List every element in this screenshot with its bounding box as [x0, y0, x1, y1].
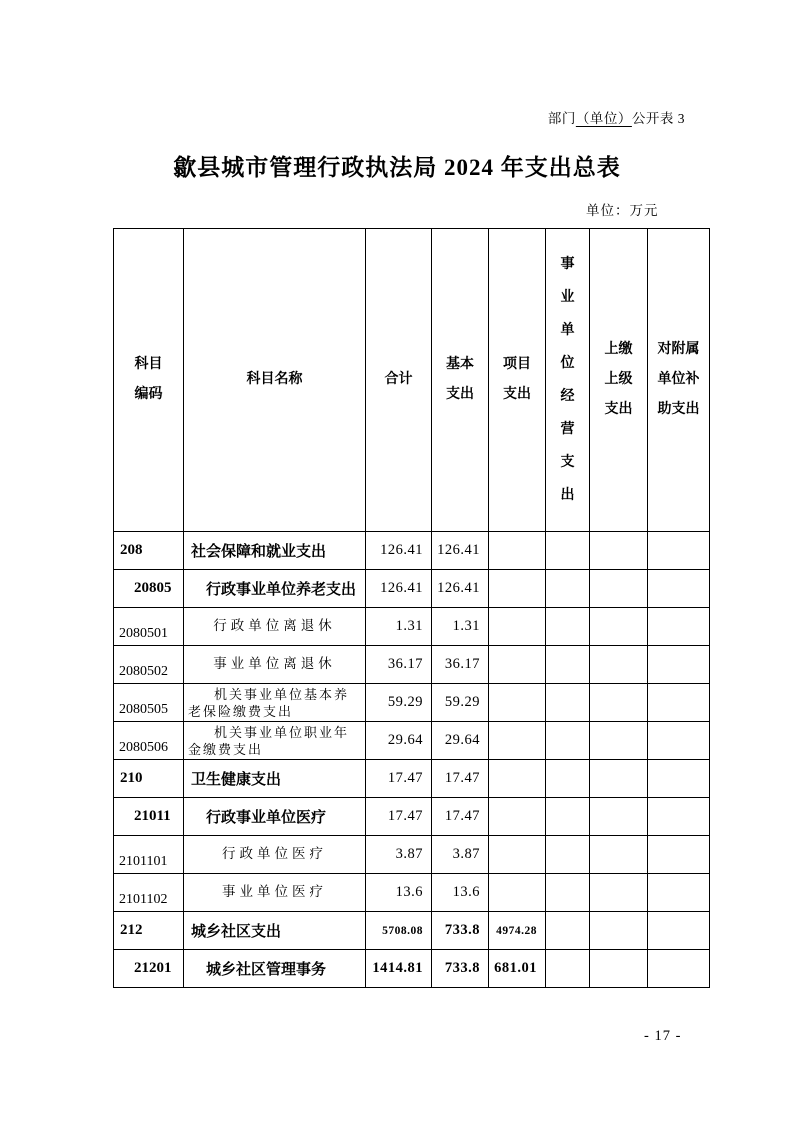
cell-subsidy — [648, 532, 710, 570]
cell-subsidy — [648, 684, 710, 722]
cell-upper — [590, 570, 648, 608]
cell-name: 行政事业单位养老支出 — [184, 570, 366, 608]
cell-code: 2080506 — [114, 722, 184, 760]
cell-subsidy — [648, 608, 710, 646]
header-note — [548, 107, 685, 127]
table-row — [114, 608, 710, 646]
cell-subsidy — [648, 798, 710, 836]
column-header-char: 业 — [560, 290, 575, 305]
table-row — [114, 836, 710, 874]
cell-project — [489, 722, 546, 760]
cell-subsidy — [648, 722, 710, 760]
cell-code: 2080501 — [114, 608, 184, 646]
cell-basic: 29.64 — [432, 722, 489, 760]
cell-operating — [546, 532, 590, 570]
cell-code: 2101102 — [114, 874, 184, 912]
column-header-project — [489, 229, 546, 532]
cell-upper — [590, 722, 648, 760]
cell-upper — [590, 874, 648, 912]
cell-upper — [590, 912, 648, 950]
cell-basic: 17.47 — [432, 798, 489, 836]
cell-operating — [546, 684, 590, 722]
cell-basic: 3.87 — [432, 836, 489, 874]
column-header-basic — [432, 229, 489, 532]
cell-subsidy — [648, 646, 710, 684]
cell-code: 2080502 — [114, 646, 184, 684]
cell-name: 社会保障和就业支出 — [184, 532, 366, 570]
cell-operating — [546, 836, 590, 874]
cell-project — [489, 874, 546, 912]
cell-code: 208 — [114, 532, 184, 570]
page-number: - 17 - — [644, 1028, 682, 1044]
cell-total: 1.31 — [366, 608, 432, 646]
cell-name: 机关事业单位职业年金缴费支出 — [184, 722, 366, 760]
cell-upper — [590, 608, 648, 646]
cell-subsidy — [648, 950, 710, 988]
cell-project — [489, 836, 546, 874]
cell-name: 城乡社区支出 — [184, 912, 366, 950]
cell-total: 29.64 — [366, 722, 432, 760]
column-header-line: 科目名称 — [246, 372, 303, 387]
cell-name: 城乡社区管理事务 — [184, 950, 366, 988]
cell-total: 59.29 — [366, 684, 432, 722]
cell-project — [489, 760, 546, 798]
cell-project: 681.01 — [489, 950, 546, 988]
column-header-line: 项目 — [503, 357, 531, 372]
cell-subsidy — [648, 874, 710, 912]
column-header-char: 出 — [560, 488, 575, 503]
cell-code: 20805 — [114, 570, 184, 608]
cell-operating — [546, 722, 590, 760]
unit-label: 单位：万元 — [586, 203, 659, 218]
table-row — [114, 912, 710, 950]
column-header-char: 支 — [560, 455, 575, 470]
cell-upper — [590, 684, 648, 722]
cell-code: 2101101 — [114, 836, 184, 874]
cell-basic: 59.29 — [432, 684, 489, 722]
cell-project — [489, 646, 546, 684]
cell-upper — [590, 798, 648, 836]
cell-code: 2080505 — [114, 684, 184, 722]
column-header-line: 支出 — [446, 387, 474, 402]
cell-upper — [590, 950, 648, 988]
cell-operating — [546, 608, 590, 646]
cell-code: 212 — [114, 912, 184, 950]
cell-operating — [546, 760, 590, 798]
cell-basic: 13.6 — [432, 874, 489, 912]
column-header-operating — [546, 229, 590, 532]
column-header-code — [114, 229, 184, 532]
cell-operating — [546, 646, 590, 684]
table-row — [114, 874, 710, 912]
cell-code: 21011 — [114, 798, 184, 836]
column-header-upper — [590, 229, 648, 532]
cell-basic: 36.17 — [432, 646, 489, 684]
cell-upper — [590, 836, 648, 874]
column-header-line: 上缴 — [604, 342, 633, 357]
cell-name: 事业单位离退休 — [184, 646, 366, 684]
cell-operating — [546, 874, 590, 912]
cell-project — [489, 798, 546, 836]
column-header-line: 上级 — [604, 372, 633, 387]
column-header-line: 助支出 — [657, 402, 700, 417]
column-header-name — [184, 229, 366, 532]
cell-total: 36.17 — [366, 646, 432, 684]
column-header-char: 经 — [560, 389, 575, 404]
cell-project: 4974.28 — [489, 912, 546, 950]
column-header-line: 基本 — [446, 357, 474, 372]
cell-basic: 126.41 — [432, 570, 489, 608]
cell-name: 行政单位医疗 — [184, 836, 366, 874]
cell-code: 21201 — [114, 950, 184, 988]
table-row — [114, 570, 710, 608]
cell-total: 126.41 — [366, 532, 432, 570]
table-row — [114, 760, 710, 798]
cell-total: 126.41 — [366, 570, 432, 608]
cell-subsidy — [648, 912, 710, 950]
cell-operating — [546, 798, 590, 836]
column-header-line: 对附属 — [657, 342, 700, 357]
column-header-line: 科目 — [134, 357, 163, 372]
cell-total: 3.87 — [366, 836, 432, 874]
cell-operating — [546, 950, 590, 988]
cell-total: 17.47 — [366, 760, 432, 798]
cell-total: 17.47 — [366, 798, 432, 836]
column-header-total — [366, 229, 432, 532]
column-header-subsidy — [648, 229, 710, 532]
cell-total: 1414.81 — [366, 950, 432, 988]
cell-operating — [546, 570, 590, 608]
cell-operating — [546, 912, 590, 950]
column-header-char: 位 — [560, 356, 575, 371]
cell-basic: 17.47 — [432, 760, 489, 798]
column-header-char: 营 — [560, 422, 575, 437]
expenditure-table — [113, 228, 710, 988]
cell-name: 行政单位离退休 — [184, 608, 366, 646]
column-header-char: 事 — [560, 257, 575, 272]
cell-project — [489, 532, 546, 570]
header-note-prefix: 部门 — [547, 111, 576, 126]
cell-name: 卫生健康支出 — [184, 760, 366, 798]
cell-basic: 733.8 — [432, 912, 489, 950]
table-row — [114, 722, 710, 760]
column-header-line: 支出 — [503, 387, 531, 402]
cell-subsidy — [648, 836, 710, 874]
cell-total: 5708.08 — [366, 912, 432, 950]
column-header-char: 单 — [560, 323, 575, 338]
cell-project — [489, 570, 546, 608]
column-header-line: 支出 — [604, 402, 633, 417]
header-note-underlined: （单位） — [575, 111, 632, 126]
cell-code: 210 — [114, 760, 184, 798]
table-row — [114, 684, 710, 722]
cell-upper — [590, 760, 648, 798]
cell-basic: 733.8 — [432, 950, 489, 988]
cell-basic: 126.41 — [432, 532, 489, 570]
column-header-line: 合计 — [384, 372, 413, 387]
cell-name: 事业单位医疗 — [184, 874, 366, 912]
table-row — [114, 950, 710, 988]
table-row — [114, 646, 710, 684]
column-header-line: 编码 — [134, 387, 163, 402]
cell-project — [489, 608, 546, 646]
cell-project — [489, 684, 546, 722]
cell-subsidy — [648, 570, 710, 608]
cell-subsidy — [648, 760, 710, 798]
column-header-line: 单位补 — [657, 372, 700, 387]
cell-basic: 1.31 — [432, 608, 489, 646]
cell-name: 行政事业单位医疗 — [184, 798, 366, 836]
cell-name: 机关事业单位基本养老保险缴费支出 — [184, 684, 366, 722]
cell-total: 13.6 — [366, 874, 432, 912]
table-row — [114, 798, 710, 836]
header-note-suffix: 公开表 3 — [631, 111, 685, 126]
table-row — [114, 532, 710, 570]
cell-upper — [590, 646, 648, 684]
table-header-row — [114, 229, 710, 532]
page-title: 歙县城市管理行政执法局 2024 年支出总表 — [173, 155, 621, 180]
cell-upper — [590, 532, 648, 570]
